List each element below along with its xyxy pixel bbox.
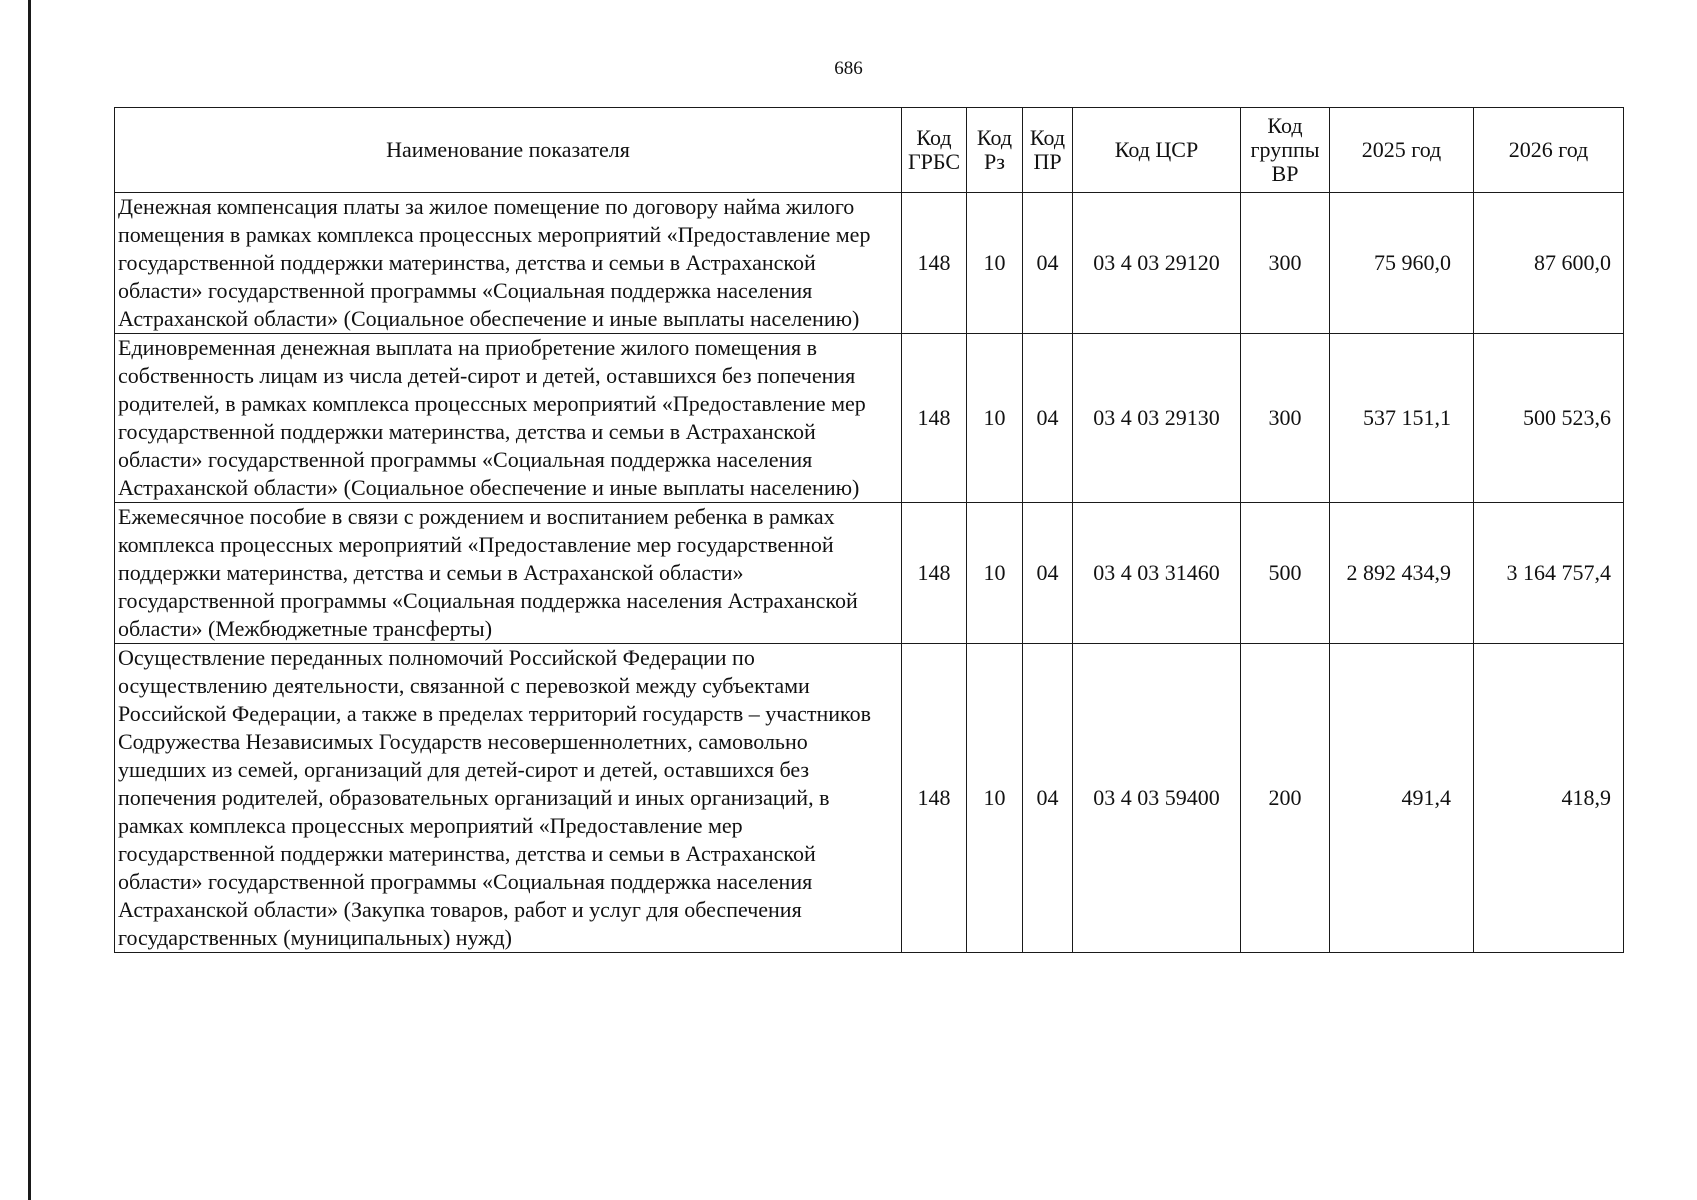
vr-cell: 300 xyxy=(1241,193,1330,334)
vr-cell: 500 xyxy=(1241,503,1330,644)
table-row xyxy=(115,644,1624,953)
header-2026: 2026 год xyxy=(1474,108,1624,193)
csr-cell: 03 4 03 29120 xyxy=(1073,193,1241,334)
amount-2026-cell: 87 600,0 xyxy=(1474,193,1624,334)
pr-cell: 04 xyxy=(1023,334,1073,503)
row-name-cell: Ежемесячное пособие в связи с рождением и воспитанием ребенка в рамках комплекса процессных мероприятий «Предоставление мер государственной поддержки материнства, детства и семьи в Астраханской области» государственной программы «Социальная поддержка населения Астраханской области» (Межбюджетные трансферты) xyxy=(115,503,902,644)
csr-cell: 03 4 03 29130 xyxy=(1073,334,1241,503)
table-row xyxy=(115,193,1624,334)
table-header-row xyxy=(115,108,1624,193)
binding-edge-line xyxy=(28,0,31,1200)
amount-2025-cell: 2 892 434,9 xyxy=(1330,503,1474,644)
amount-2025-cell: 75 960,0 xyxy=(1330,193,1474,334)
table-row xyxy=(115,334,1624,503)
grbs-cell: 148 xyxy=(902,334,967,503)
header-name: Наименование показателя xyxy=(115,108,902,193)
grbs-cell: 148 xyxy=(902,644,967,953)
header-rz: Код Рз xyxy=(967,108,1023,193)
row-name-cell: Денежная компенсация платы за жилое помещение по договору найма жилого помещения в рамках комплекса процессных мероприятий «Предоставление мер государственной поддержки материнства, детства и семьи в Астраханской области» государственной программы «Социальная поддержка населения Астраханской области» (Социальное обеспечение и иные выплаты населению) xyxy=(115,193,902,334)
rz-cell: 10 xyxy=(967,334,1023,503)
amount-2025-cell: 537 151,1 xyxy=(1330,334,1474,503)
grbs-cell: 148 xyxy=(902,193,967,334)
csr-cell: 03 4 03 31460 xyxy=(1073,503,1241,644)
vr-cell: 300 xyxy=(1241,334,1330,503)
header-pr: Код ПР xyxy=(1023,108,1073,193)
row-name-cell: Единовременная денежная выплата на приобретение жилого помещения в собственность лицам из числа детей-сирот и детей, оставшихся без попечения родителей, в рамках комплекса процессных мероприятий «Предоставление мер государственной поддержки материнства, детства и семьи в Астраханской области» государственной программы «Социальная поддержка населения Астраханской области» (Социальное обеспечение и иные выплаты населению) xyxy=(115,334,902,503)
pr-cell: 04 xyxy=(1023,193,1073,334)
csr-cell: 03 4 03 59400 xyxy=(1073,644,1241,953)
pr-cell: 04 xyxy=(1023,644,1073,953)
page-number: 686 xyxy=(834,58,863,79)
amount-2026-cell: 3 164 757,4 xyxy=(1474,503,1624,644)
rz-cell: 10 xyxy=(967,644,1023,953)
amount-2026-cell: 500 523,6 xyxy=(1474,334,1624,503)
header-vr: Код группы ВР xyxy=(1241,108,1330,193)
header-csr: Код ЦСР xyxy=(1073,108,1241,193)
amount-2025-cell: 491,4 xyxy=(1330,644,1474,953)
pr-cell: 04 xyxy=(1023,503,1073,644)
table-row xyxy=(115,503,1624,644)
vr-cell: 200 xyxy=(1241,644,1330,953)
budget-table xyxy=(114,107,1624,953)
row-name-cell: Осуществление переданных полномочий Российской Федерации по осуществлению деятельности, связанной с перевозкой между субъектами Российской Федерации, а также в пределах территорий государств – участников Содружества Независимых Государств несовершеннолетних, самовольно ушедших из семей, организаций для детей-сирот и детей, оставшихся без попечения родителей, образовательных организаций и иных организаций, в рамках комплекса процессных мероприятий «Предоставление мер государственной поддержки материнства, детства и семьи в Астраханской области» государственной программы «Социальная поддержка населения Астраханской области» (Закупка товаров, работ и услуг для обеспечения государственных (муниципальных) нужд) xyxy=(115,644,902,953)
header-grbs: Код ГРБС xyxy=(902,108,967,193)
grbs-cell: 148 xyxy=(902,503,967,644)
rz-cell: 10 xyxy=(967,193,1023,334)
header-2025: 2025 год xyxy=(1330,108,1474,193)
rz-cell: 10 xyxy=(967,503,1023,644)
amount-2026-cell: 418,9 xyxy=(1474,644,1624,953)
